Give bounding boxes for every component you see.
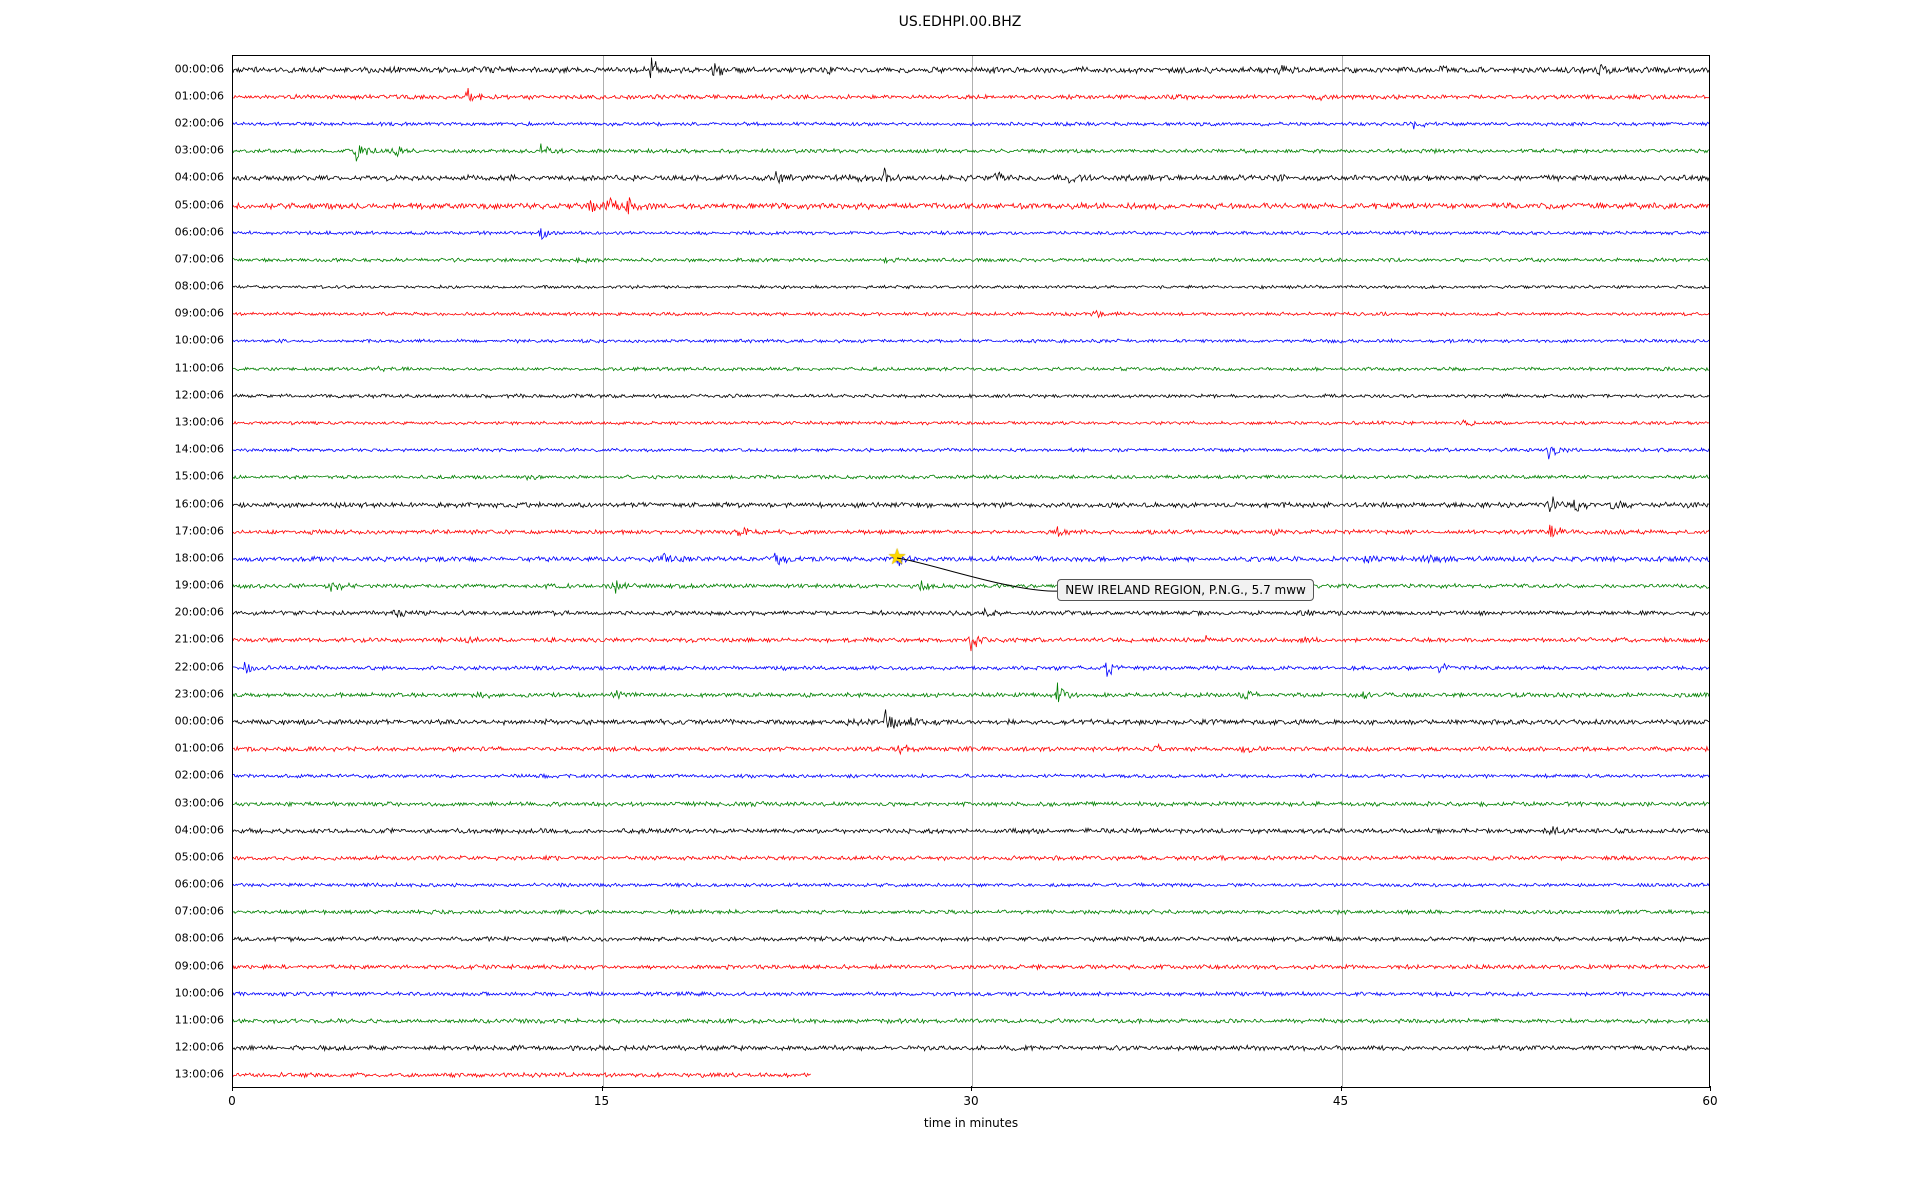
y-tick-label: 01:00:06 (174, 89, 224, 103)
y-tick-label: 05:00:06 (174, 850, 224, 864)
x-tick-mark (1341, 1086, 1342, 1091)
trace-row (233, 573, 1709, 599)
trace-row (233, 464, 1709, 490)
y-tick-label: 06:00:06 (174, 225, 224, 239)
trace-row (233, 437, 1709, 463)
x-tick-label: 15 (593, 1094, 610, 1108)
y-tick-label: 09:00:06 (174, 306, 224, 320)
trace-row (233, 274, 1709, 300)
y-tick-label: 06:00:06 (174, 877, 224, 891)
x-tick-mark (1710, 1086, 1711, 1091)
x-tick-mark (971, 1086, 972, 1091)
x-tick-label: 60 (1702, 1094, 1718, 1108)
x-tick-label: 30 (963, 1094, 979, 1108)
trace-row (233, 682, 1709, 708)
trace-row (233, 165, 1709, 191)
trace-row (233, 220, 1709, 246)
trace-row (233, 655, 1709, 681)
y-tick-label: 13:00:06 (174, 415, 224, 429)
plot-area (232, 55, 1710, 1088)
trace-row (233, 193, 1709, 219)
trace-row (233, 926, 1709, 952)
x-tick-mark (232, 1086, 233, 1091)
y-tick-label: 20:00:06 (174, 605, 224, 619)
trace-row (233, 546, 1709, 572)
trace-row (233, 356, 1709, 382)
y-tick-label: 11:00:06 (174, 361, 224, 375)
y-tick-label: 02:00:06 (174, 768, 224, 782)
trace-row (233, 519, 1709, 545)
x-tick-label: 45 (1332, 1094, 1349, 1108)
y-tick-label: 03:00:06 (174, 143, 224, 157)
trace-row (233, 1062, 1709, 1088)
x-tick-label: 0 (228, 1094, 236, 1108)
y-tick-label: 11:00:06 (174, 1013, 224, 1027)
y-tick-label: 05:00:06 (174, 198, 224, 211)
trace-row (233, 600, 1709, 626)
trace-row (233, 492, 1709, 518)
y-tick-label: 13:00:06 (174, 1067, 224, 1081)
trace-row (233, 818, 1709, 844)
trace-row (233, 1008, 1709, 1034)
trace-row (233, 763, 1709, 789)
y-tick-label: 02:00:06 (174, 116, 224, 130)
event-star-icon: ★ (887, 544, 907, 570)
trace-row (233, 981, 1709, 1007)
trace-row (233, 328, 1709, 354)
trace-row (233, 57, 1709, 83)
x-axis-tick-labels (228, 1090, 1718, 1114)
y-tick-label: 17:00:06 (174, 524, 224, 538)
y-tick-label: 23:00:06 (174, 687, 224, 701)
y-tick-label: 14:00:06 (174, 442, 224, 456)
y-tick-label: 07:00:06 (174, 252, 224, 266)
page-title: US.EDHPI.00.BHZ (898, 14, 1022, 30)
trace-row (233, 1035, 1709, 1061)
y-tick-label: 10:00:06 (174, 986, 224, 1000)
y-tick-label: 21:00:06 (174, 632, 224, 646)
trace-row (233, 872, 1709, 898)
trace-row (233, 84, 1709, 110)
y-tick-label: 04:00:06 (174, 170, 224, 184)
y-tick-label: 04:00:06 (174, 823, 224, 837)
y-tick-label: 12:00:06 (174, 1040, 224, 1054)
trace-row (233, 791, 1709, 817)
event-annotation-label: NEW IRELAND REGION, P.N.G., 5.7 mww (1057, 579, 1314, 601)
x-tick-mark (602, 1086, 603, 1091)
x-axis-label: time in minutes (923, 1116, 1019, 1130)
y-tick-label: 22:00:06 (174, 660, 224, 674)
y-tick-label: 08:00:06 (174, 279, 224, 293)
trace-row (233, 845, 1709, 871)
y-tick-label: 07:00:06 (174, 904, 224, 918)
trace-row (233, 111, 1709, 137)
y-tick-label: 08:00:06 (174, 931, 224, 945)
y-tick-label: 00:00:06 (174, 62, 224, 76)
y-tick-label: 03:00:06 (174, 796, 224, 810)
trace-row (233, 899, 1709, 925)
y-tick-label: 19:00:06 (174, 578, 224, 592)
trace-row (233, 138, 1709, 164)
trace-row (233, 247, 1709, 273)
trace-row (233, 709, 1709, 735)
y-tick-label: 12:00:06 (174, 388, 224, 402)
trace-row (233, 410, 1709, 436)
y-tick-label: 01:00:06 (174, 741, 224, 755)
trace-row (233, 301, 1709, 327)
trace-row (233, 736, 1709, 762)
trace-row (233, 383, 1709, 409)
y-axis-tick-labels (120, 55, 224, 1088)
y-tick-label: 15:00:06 (174, 469, 224, 483)
y-tick-label: 16:00:06 (174, 497, 224, 511)
y-tick-label: 00:00:06 (174, 714, 224, 728)
y-tick-label: 09:00:06 (174, 959, 224, 973)
y-tick-label: 18:00:06 (174, 551, 224, 565)
trace-row (233, 954, 1709, 980)
trace-row (233, 627, 1709, 653)
y-tick-label: 10:00:06 (174, 333, 224, 347)
